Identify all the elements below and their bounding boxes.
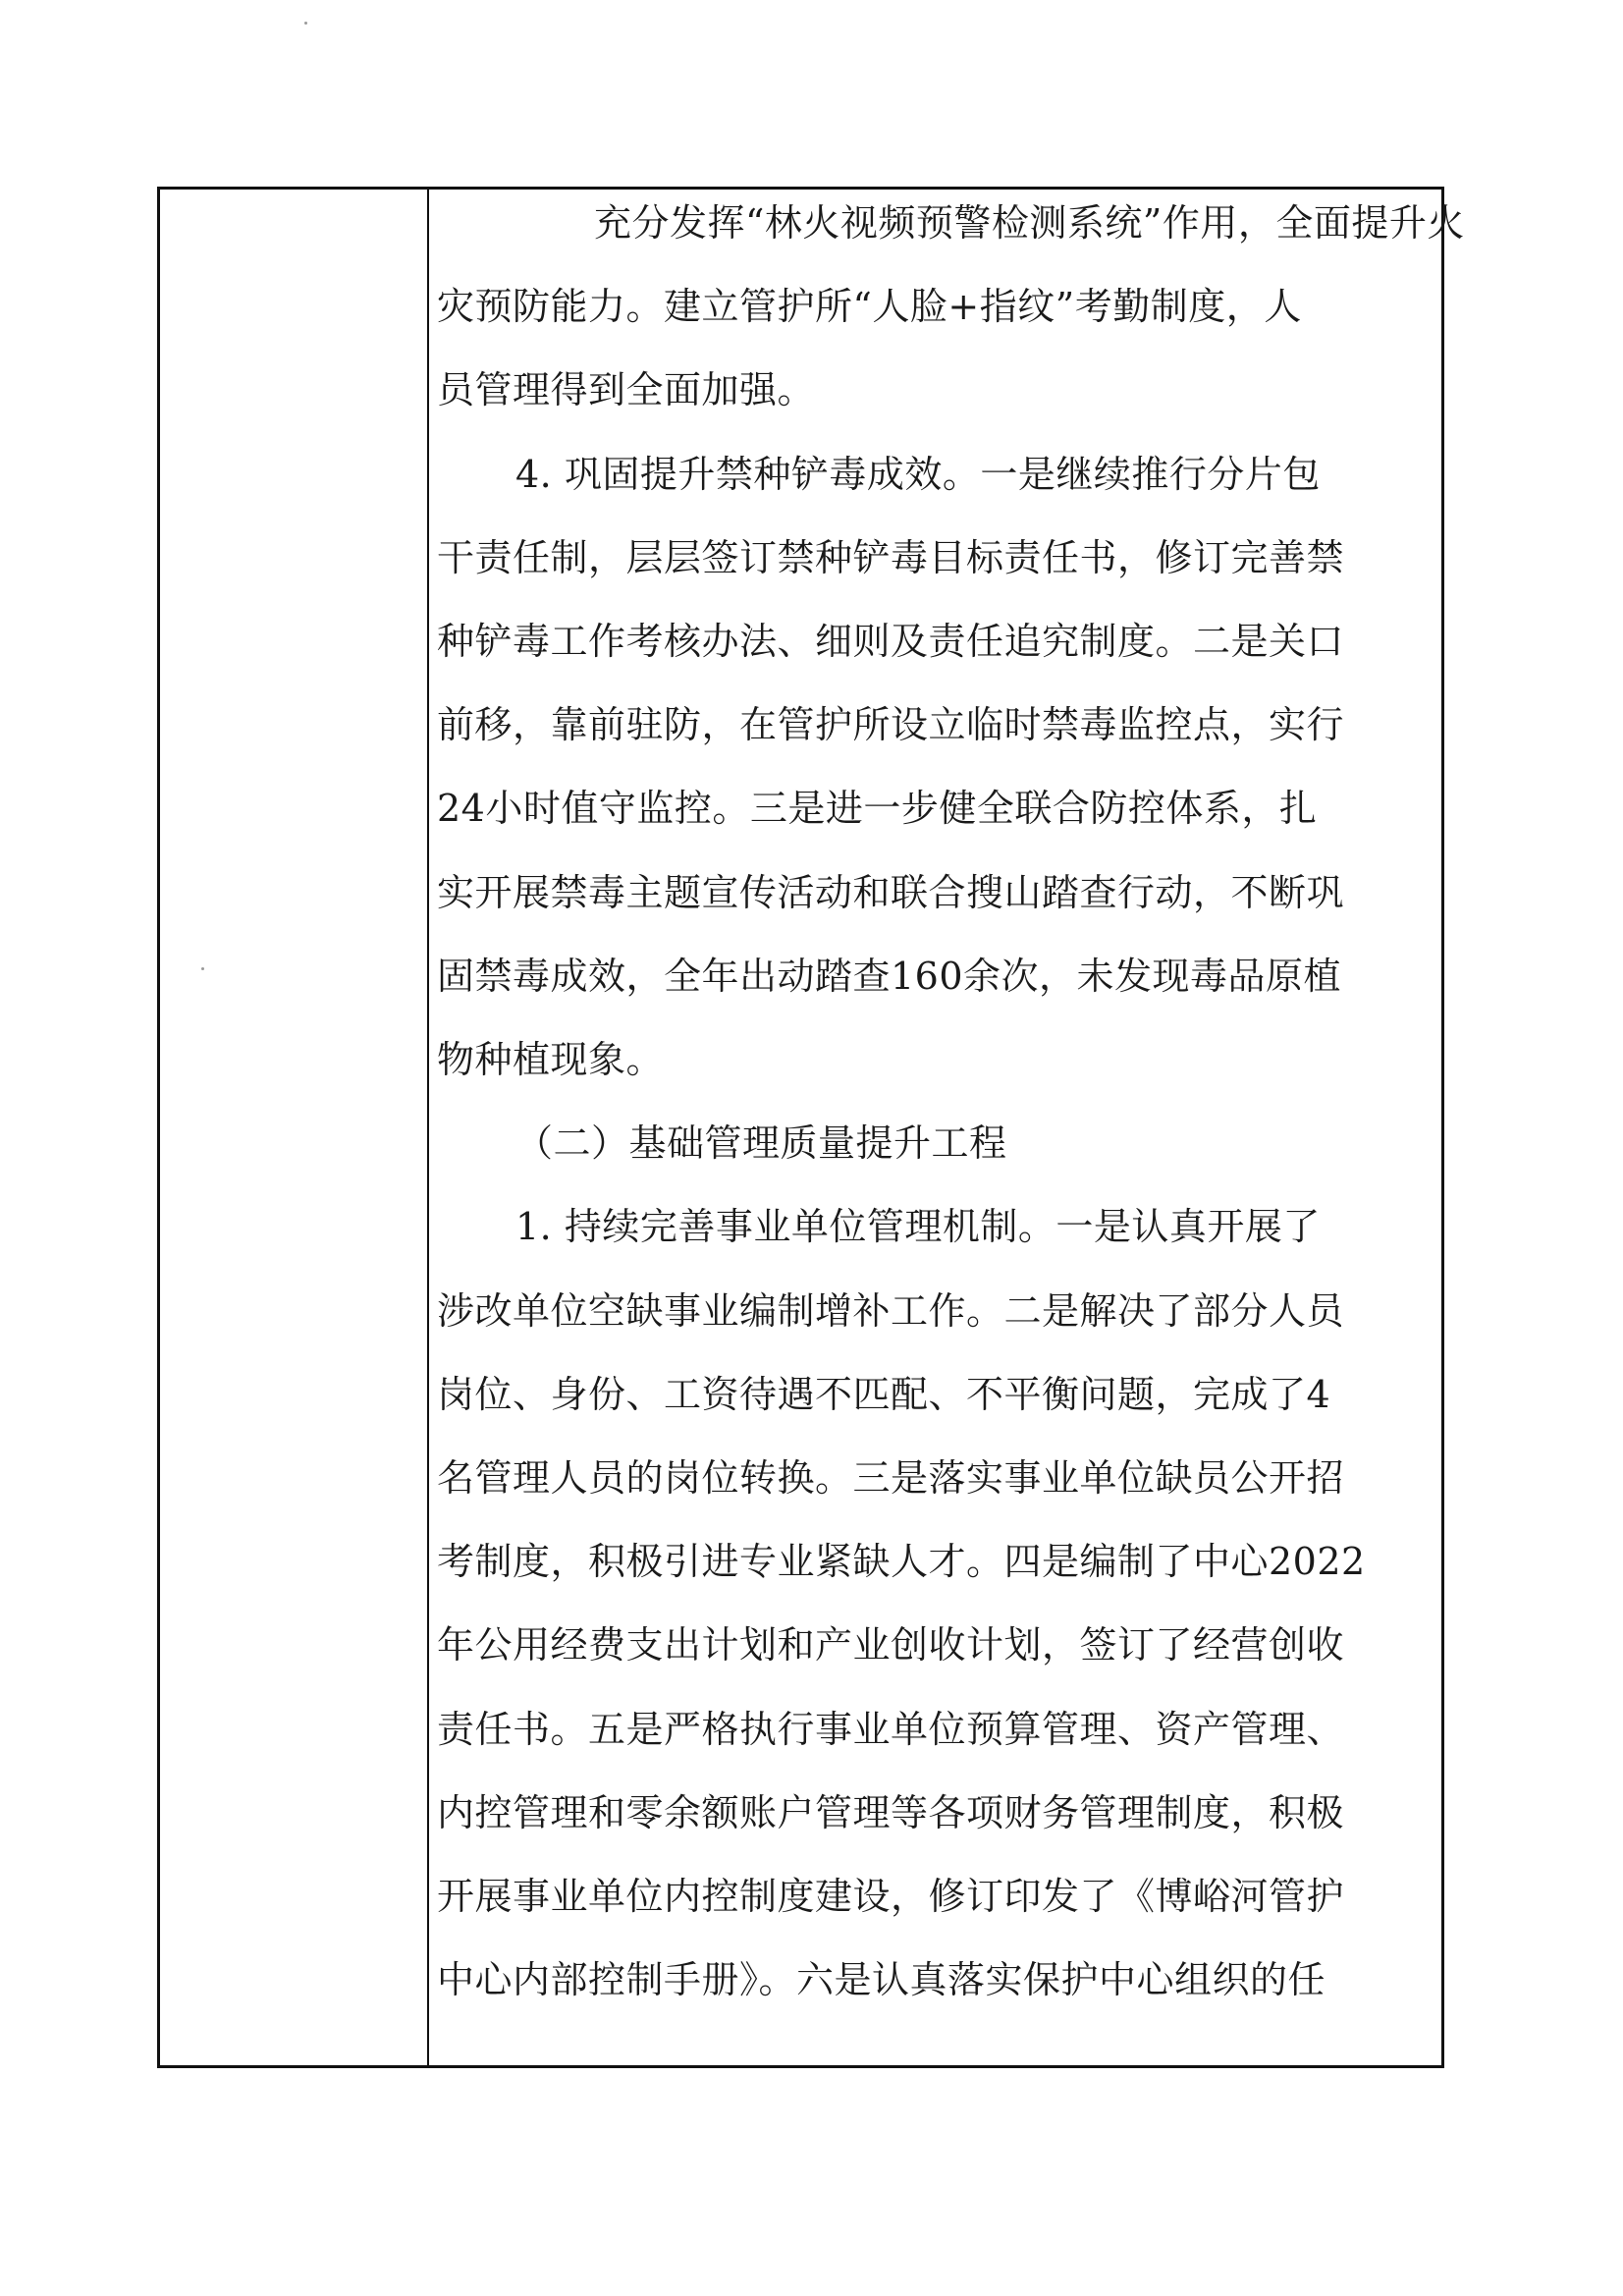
text-line: 年公用经费支出计划和产业创收计划，签订了经营创收 (437, 1623, 1345, 1667)
text-line: 实开展禁毒主题宣传活动和联合搜山踏查行动，不断巩 (437, 871, 1345, 914)
text-line: 24小时值守监控。三是进一步健全联合防控体系，扎 (437, 787, 1318, 830)
text-line: 充分发挥“林火视频预警检测系统”作用，全面提升火 (594, 201, 1465, 245)
text-line: 开展事业单位内控制度建设，修订印发了《博峪河管护 (437, 1875, 1345, 1918)
text-line: 岗位、身份、工资待遇不匹配、不平衡问题，完成了4 (437, 1373, 1331, 1416)
form-table (157, 187, 1465, 2068)
text-line: 考制度，积极引进专业紧缺人才。四是编制了中心2022 (437, 1540, 1366, 1583)
text-line: 4. 巩固提升禁种铲毒成效。一是继续推行分片包 (515, 453, 1321, 496)
section-heading: （二）基础管理质量提升工程 (515, 1121, 1007, 1165)
text-line: 涉改单位空缺事业编制增补工作。二是解决了部分人员 (437, 1289, 1345, 1333)
text-line: 物种植现象。 (437, 1038, 665, 1081)
text-line: 种铲毒工作考核办法、细则及责任追究制度。二是关口 (437, 620, 1345, 663)
text-line: 责任书。五是严格执行事业单位预算管理、资产管理、 (437, 1708, 1345, 1751)
text-line: 1. 持续完善事业单位管理机制。一是认真开展了 (515, 1205, 1321, 1248)
text-line: 名管理人员的岗位转换。三是落实事业单位缺员公开招 (437, 1456, 1345, 1500)
text-line: 干责任制，层层签订禁种铲毒目标责任书，修订完善禁 (437, 536, 1345, 579)
text-line: 灾预防能力。建立管护所“人脸+指纹”考勤制度，人 (437, 285, 1302, 328)
text-line: 内控管理和零余额账户管理等各项财务管理制度，积极 (437, 1791, 1345, 1834)
column-divider (427, 190, 429, 2065)
text-line: 中心内部控制手册》。六是认真落实保护中心组织的任 (437, 1958, 1326, 2001)
text-line: 员管理得到全面加强。 (437, 368, 816, 411)
text-line: 固禁毒成效，全年出动踏查160余次，未发现毒品原植 (437, 955, 1342, 998)
scan-speck (304, 22, 307, 25)
text-line: 前移，靠前驻防，在管护所设立临时禁毒监控点，实行 (437, 703, 1345, 746)
